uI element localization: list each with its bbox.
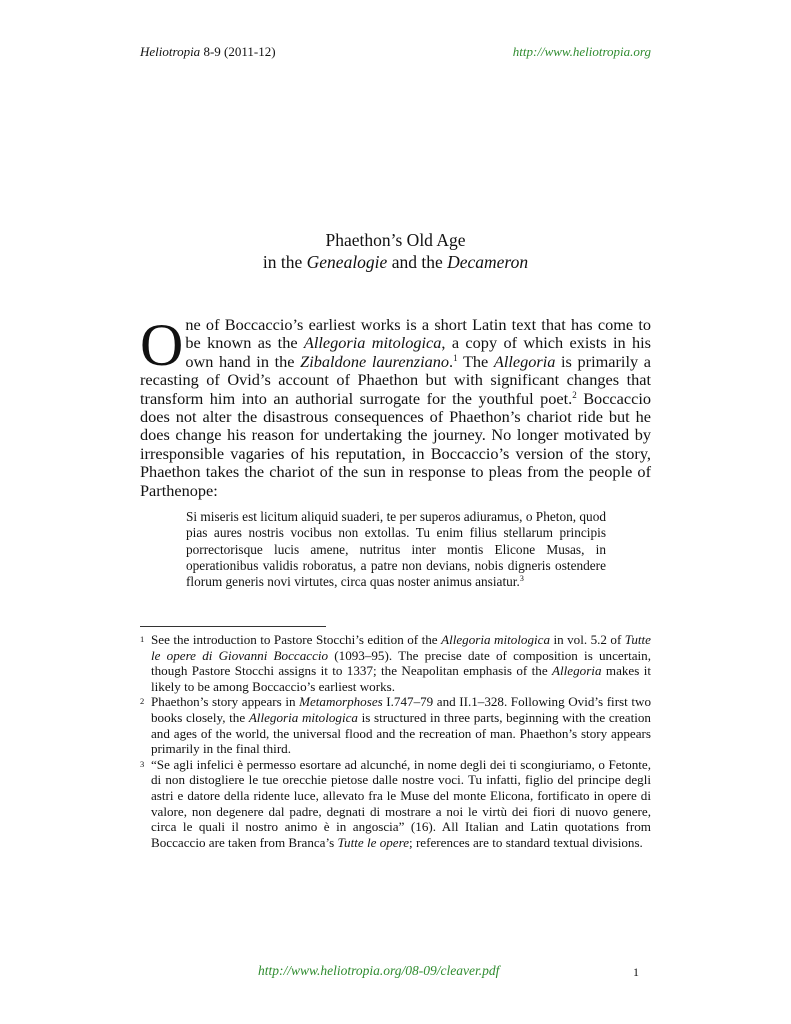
note-text: is structured in three parts, beginning with the creation and ages of the world, the universal flood and the recreation of man. Phaethon’s story appears primarily in the final third. bbox=[151, 709, 651, 757]
note-italic: Allegoria mitologica bbox=[441, 632, 551, 647]
body-italic: Zibaldone laurenziano bbox=[300, 351, 450, 371]
body-text: The bbox=[457, 351, 494, 371]
footnote-1 bbox=[140, 632, 651, 694]
footnote-ref-2[interactable]: 2 bbox=[572, 389, 577, 400]
footnote-2 bbox=[140, 694, 651, 756]
block-quote bbox=[186, 509, 606, 590]
footnotes bbox=[140, 632, 651, 850]
note-text: (1093–95). The precise date of composition is uncertain, though Pastore Stocchi assigns it to 1337; the Neapolitan emphasis of the bbox=[151, 647, 651, 679]
note-text: in vol. 5.2 of bbox=[550, 632, 625, 647]
footnote-text bbox=[151, 632, 651, 694]
note-text: makes it likely to be among Boccaccio’s earliest works. bbox=[151, 663, 651, 694]
footnote-text bbox=[151, 694, 651, 756]
body-text: , a copy of which exists in his own hand in the bbox=[185, 333, 651, 371]
footnote-number: 1 bbox=[140, 634, 145, 644]
journal-name: Heliotropia bbox=[140, 44, 201, 59]
page-number: 1 bbox=[633, 965, 639, 979]
note-italic: Tutte le opere di Giovanni Boccaccio bbox=[151, 632, 651, 663]
footnote-text bbox=[151, 757, 651, 851]
footnote-3 bbox=[140, 757, 651, 851]
footnote-ref-1[interactable]: 1 bbox=[453, 352, 458, 363]
running-header-journal bbox=[140, 44, 276, 60]
title-text: in the bbox=[262, 252, 307, 272]
header-url-link[interactable]: http://www.heliotropia.org bbox=[512, 44, 651, 59]
quote-text: Si miseris est licitum aliquid suaderi, te per superos adiuramus, o Pheton, quod pias aures nostris vocibus non extollas. Tu enim filius stellarum principis porrectorisque lucis amene, nutritus inter montis Elicone Musas, in operationibus validis roboratus, a patre non devians, nobis digneris ostendere florum generis novi virtutes, circa quas noster animus ansiatur. bbox=[186, 509, 606, 590]
note-text: ; references are to standard textual divisions. bbox=[409, 834, 643, 850]
body-text: ne of Boccaccio’s earliest works is a short Latin text that has come to be known as the bbox=[185, 315, 651, 353]
title-text: and the bbox=[387, 252, 448, 272]
footnote-ref-3[interactable]: 3 bbox=[519, 574, 524, 584]
body-italic: Allegoria mitologica bbox=[303, 333, 442, 353]
note-text: See the introduction to Pastore Stocchi’s edition of the bbox=[151, 632, 442, 647]
footnote-number: 3 bbox=[140, 758, 145, 769]
footer-url-link[interactable]: http://www.heliotropia.org/08-09/cleaver.pdf bbox=[258, 963, 500, 978]
note-text: “Se agli infelici è permesso esortare ad alcunché, in nome degli dei ti scongiuriamo, o Fetonte, di non distogliere le tue orecchie pietose dalle nostre voci. Tu infatti, figlio del principe degli astri e datore della ridente luce, allevato fra le Muse del monte Elicona, fortificato in opere di valore, non degenere dal padre, degnati di mostrare a noi le virtù dei fiori di nuovo genere, circa le quali il nostro animo è in angoscia” (16). All Italian and Latin quotations from Boccaccio are taken from Branca’s bbox=[151, 756, 651, 850]
note-text: Phaethon’s story appears in bbox=[151, 694, 300, 710]
body-text: . bbox=[449, 351, 454, 371]
drop-cap: O bbox=[140, 312, 184, 378]
footnote-number: 2 bbox=[140, 696, 145, 707]
title-genealogie: Genealogie bbox=[306, 252, 388, 272]
title-line-2 bbox=[140, 251, 651, 273]
journal-volume: 8-9 (2011-12) bbox=[203, 44, 276, 59]
title-decameron: Decameron bbox=[447, 252, 529, 272]
body-text: is primarily a recasting of Ovid’s account of Phaethon but with significant changes that transform him into an authorial surrogate for the youthful poet. bbox=[140, 351, 651, 408]
article-title bbox=[140, 229, 651, 273]
footnote-separator bbox=[140, 626, 326, 627]
note-italic: Metamorphoses bbox=[299, 694, 383, 710]
title-line-1: Phaethon’s Old Age bbox=[325, 230, 466, 250]
body-italic: Allegoria bbox=[493, 351, 556, 371]
body-text: Boccaccio does not alter the disastrous consequences of Phaethon’s chariot ride but he does change his reason for undertaking the journey. No longer motivated by irresponsible vagaries of his reputation, in Boccaccio’s version of the story, Phaethon takes the chariot of the sun in response to pleas from the people of Parthenope: bbox=[140, 388, 651, 500]
note-italic: Tutte le opere bbox=[337, 834, 410, 850]
note-italic: Allegoria bbox=[552, 663, 602, 679]
note-italic: Allegoria mitologica bbox=[248, 709, 358, 725]
note-text: I.747–79 and II.1–328. Following Ovid’s first two books closely, the bbox=[151, 694, 651, 725]
body-paragraph bbox=[140, 312, 651, 500]
